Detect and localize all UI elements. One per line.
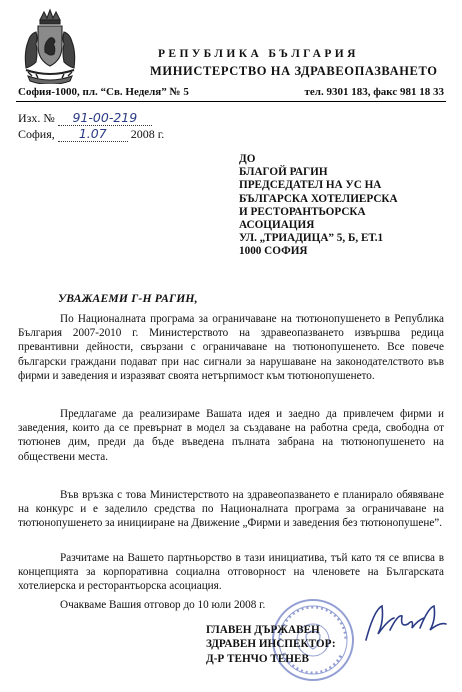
recipient-line: УЛ. „ТРИАДИЦА” 5, Б, ЕТ.1 xyxy=(239,232,384,245)
recipient-line: ПРЕДСЕДАТЕЛ НА УС НА xyxy=(239,179,382,192)
handwritten-signature-icon xyxy=(360,600,450,648)
body-paragraph: Очакваме Вашия отговор до 10 юли 2008 г. xyxy=(60,599,266,611)
ministry-name: МИНИСТЕРСТВО НА ЗДРАВЕОПАЗВАНЕТО xyxy=(150,64,438,78)
signatory-line: ГЛАВЕН ДЪРЖАВЕН xyxy=(206,624,320,636)
salutation: УВАЖАЕМИ Г-Н РАГИН, xyxy=(58,292,198,305)
ministry-phones: тел. 9301 183, факс 981 18 33 xyxy=(304,86,444,98)
signatory-line: ЗДРАВЕН ИНСПЕКТОР: xyxy=(206,638,336,651)
ministry-address: София-1000, пл. “Св. Неделя” № 5 xyxy=(18,86,189,98)
header-divider xyxy=(16,101,446,102)
signatory-block xyxy=(206,623,336,666)
body-paragraph: По Националната програма за ограничаване на тютюнопушенето в Република България 2007-2010 г. Министерството на здравеопазването извършва редица превантивни дейности, свързани с ограничаване на тютюнопушенето. Все повече български граждани подават при нас сигнали за нарушаване на законодателството във фирми и заведения и изразяват своята нетърпимост към тютюнопушенето. xyxy=(18,313,444,382)
recipient-line: АСОЦИАЦИЯ xyxy=(239,219,315,232)
reference-number-line xyxy=(18,110,152,126)
recipient-line: 1000 СОФИЯ xyxy=(239,245,308,258)
recipient-line: БЪЛГАРСКА ХОТЕЛИЕРСКА xyxy=(239,192,398,205)
year-label: 2008 г. xyxy=(130,127,165,141)
reference-date-line xyxy=(18,126,164,142)
coat-of-arms-icon xyxy=(18,8,82,84)
recipient-line: БЛАГОЙ РАГИН xyxy=(239,166,328,179)
body-paragraph: Във връзка с това Министерството на здравеопазването е планирало обявяване на конкурс и е заделило средства по Националната програма за ограничаване на тютюнопушенето за иницииране на Движение „Фирми и заведения без тютюнопушене”. xyxy=(18,489,444,530)
recipient-line: ДО xyxy=(239,153,256,165)
date-handwritten: 1.07 xyxy=(58,126,128,142)
reference-label: Изх. № xyxy=(18,111,55,125)
city-label: София, xyxy=(18,127,55,141)
recipient-line: И РЕСТОРАНТЬОРСКА xyxy=(239,205,366,218)
recipient-block xyxy=(239,153,398,259)
body-paragraph: Предлагаме да реализираме Вашата идея и заедно да привлечем фирми и заведения, които да се превърнат в модел за създаване на работна среда, свободна от тютюнев дим, преди да бъде въведена пълната забрана на тютюнопушенето на обществени места. xyxy=(18,408,444,463)
reference-number-handwritten: 91-00-219 xyxy=(58,110,152,126)
signatory-line: Д-Р ТЕНЧО ТЕНЕВ xyxy=(206,652,309,665)
country-name: РЕПУБЛИКА БЪЛГАРИЯ xyxy=(158,48,359,60)
body-paragraph: Разчитаме на Вашето партньорство в тази инициатива, тъй като тя се вписва в концепцията за корпоративна социална отговорност на членовете на Българската хотелиерска и ресторантьорска асоциация. xyxy=(18,552,444,593)
